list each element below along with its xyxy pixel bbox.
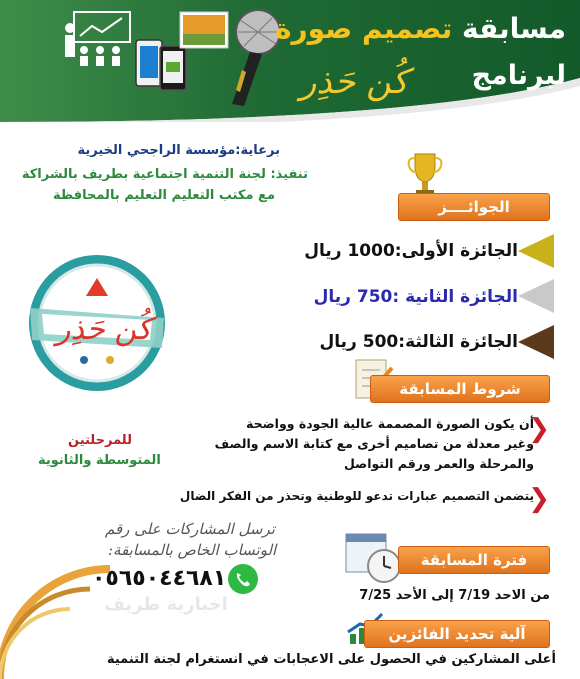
title-line2: لبرنامج xyxy=(471,60,566,91)
chevron-left-icon: ❮ xyxy=(528,414,550,444)
prize-first-marker xyxy=(518,234,554,268)
whatsapp-icon xyxy=(226,562,260,596)
stages-line1: للمرحلتين xyxy=(68,433,132,448)
watermark: اخبارية طريف xyxy=(104,594,228,615)
badge-text: كُن حَذِر xyxy=(56,312,152,347)
smartphones-icon xyxy=(136,40,186,90)
condition-2: يتضمن التصميم عبارات تدعو للوطنية وتحذر من الفكر الضال xyxy=(179,489,534,503)
winners-heading: آلية تحديد الفائزين xyxy=(364,620,550,648)
sponsor-text: برعاية:مؤسسة الراجحي الخيرية xyxy=(77,143,280,158)
title-word: مسابقة xyxy=(462,12,566,45)
whatsapp-text-line2: الوتساب الخاص بالمسابقة: xyxy=(108,541,277,559)
condition-1-line3: والمرحلة والعمر ورقم التواصل xyxy=(343,456,534,471)
execution-line1: تنفيذ: لجنة التنمية اجتماعية بطريف بالشراكة xyxy=(21,167,308,182)
calendar-clock-icon xyxy=(344,528,404,584)
prize-second-marker xyxy=(518,279,554,313)
whatsapp-text-line1: ترسل المشاركات على رقم xyxy=(105,520,275,538)
condition-1-line1: أن يكون الصورة المصممة عالية الجودة وواضحة xyxy=(246,416,534,431)
period-text: من الاحد 7/19 إلى الأحد 7/25 xyxy=(359,588,550,603)
header-banner xyxy=(0,0,580,122)
conditions-heading: شروط المسابقة xyxy=(370,375,550,403)
winners-text: أعلى المشاركين في الحصول على الاعجابات في انستغرام لجنة التنمية xyxy=(106,652,556,667)
program-name: كُن حَذِر xyxy=(300,62,409,102)
chevron-left-icon: ❮ xyxy=(528,484,550,514)
prize-second: الجائزة الثانية :750 ريال xyxy=(313,287,518,307)
prize-third-marker xyxy=(518,325,554,359)
decorative-swirl xyxy=(0,520,120,679)
prize-first: الجائزة الأولى:1000 ريال xyxy=(304,241,518,261)
stages-line2: المتوسطة والثانوية xyxy=(38,453,161,468)
condition-1-line2: وغير معدلة من تصاميم أخرى مع كتابة الاسم والصف xyxy=(214,436,534,451)
title-highlight: تصميم صورة xyxy=(274,12,453,45)
title-line1 xyxy=(275,12,566,45)
whatsapp-number: ٠٥٦٥٠٤٤٦٨١ xyxy=(92,566,227,591)
period-heading: فترة المسابقة xyxy=(398,546,550,574)
execution-line2: مع مكتب التعليم التعليم بالمحافظة xyxy=(53,188,275,203)
condition-1 xyxy=(215,414,534,474)
prizes-heading: الجوائــــز xyxy=(398,193,550,221)
prize-third: الجائزة الثالثة:500 ريال xyxy=(319,332,518,352)
photo-icon xyxy=(180,12,228,48)
